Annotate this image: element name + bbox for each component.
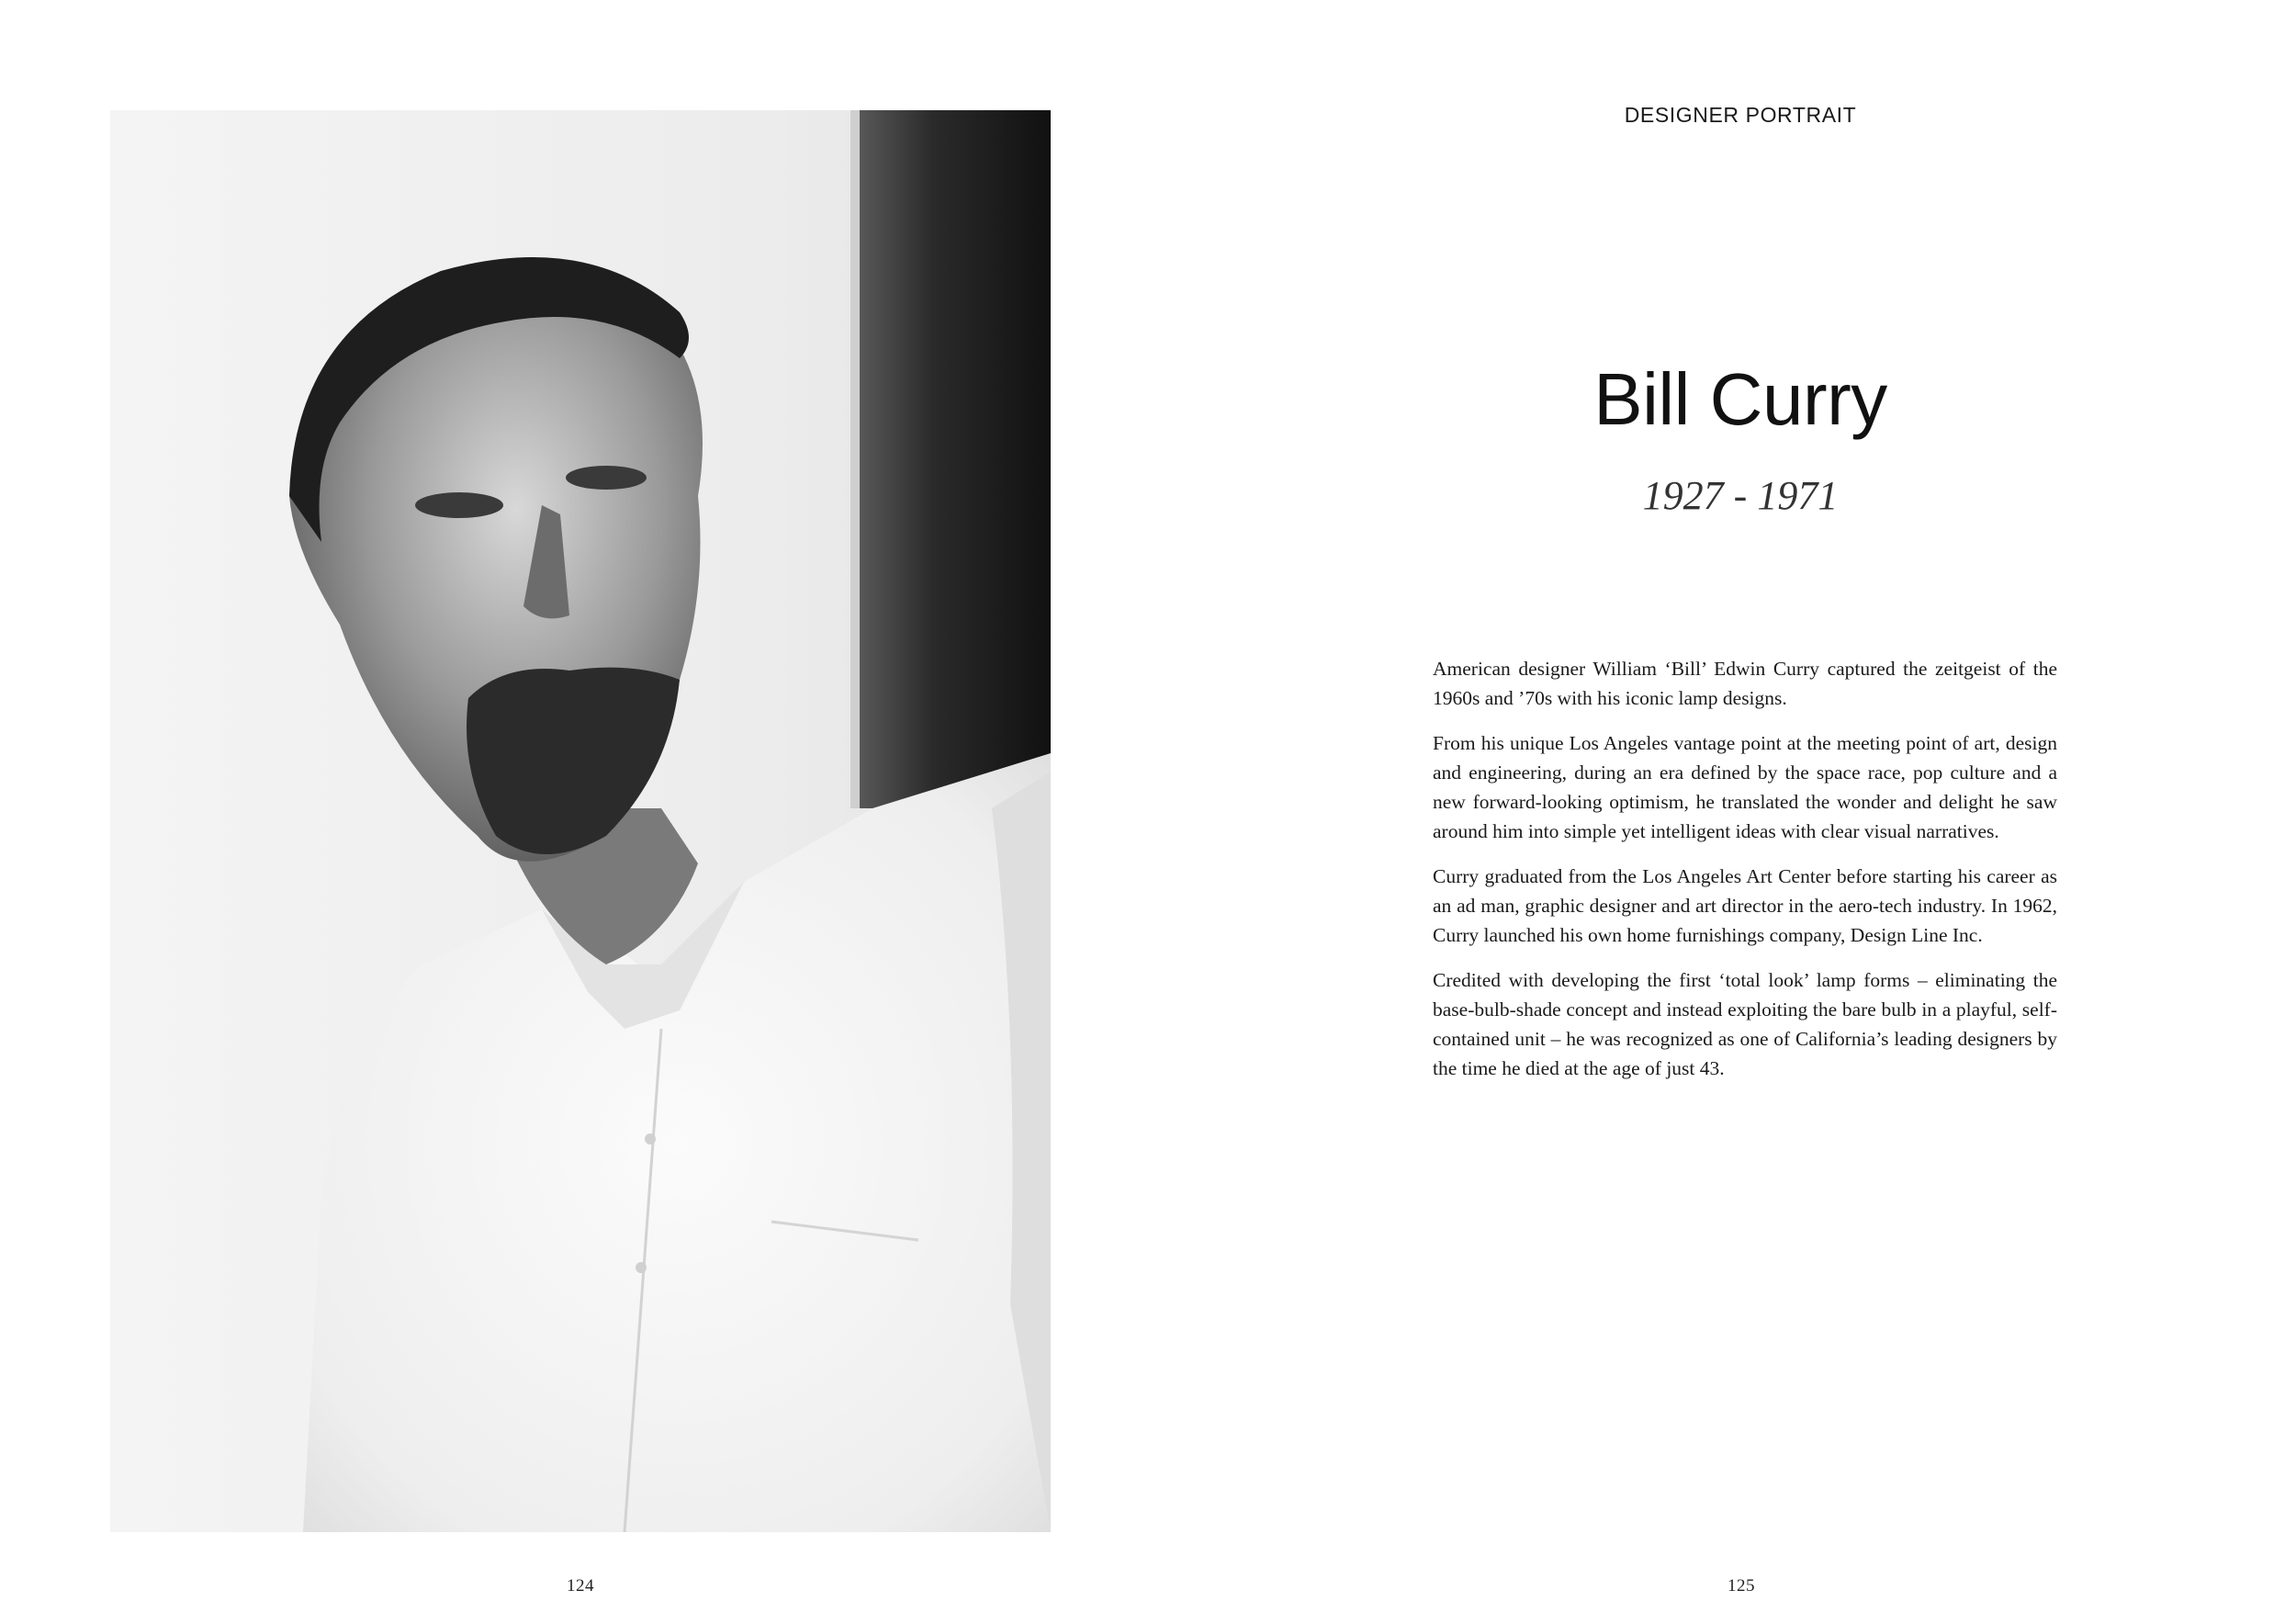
portrait-photo xyxy=(110,110,1051,1532)
designer-name: Bill Curry xyxy=(1593,358,1887,440)
bio-paragraph: Curry graduated from the Los Angeles Art Center before starting his career as an ad man, graphic designer and art director in the aero-tech industry. In 1962, Curry launched his own home furnishings company, Design Line Inc. xyxy=(1433,865,2057,946)
section-label: DESIGNER PORTRAIT xyxy=(1624,103,1857,127)
designer-years: 1927 - 1971 xyxy=(1642,473,1839,518)
bio-paragraph: American designer William ‘Bill’ Edwin Curry captured the zeitgeist of the 1960s and ’70s with his iconic lamp designs. xyxy=(1433,658,2057,709)
right-page xyxy=(1148,0,2296,1624)
bio-paragraph: Credited with developing the first ‘total look’ lamp forms – eliminating the base-bulb-shade concept and instead exploiting the bare bulb in a playful, self-contained unit – he was recognized as one of California’s leading designers by the time he died at the age of just 43. xyxy=(1433,969,2057,1079)
page-number-right: 125 xyxy=(1728,1576,1755,1596)
bio-paragraph: From his unique Los Angeles vantage point at the meeting point of art, design and engineering, during an era defined by the space race, pop culture and a new forward-looking optimism, he translated the wonder and delight he saw around him into simple yet intelligent ideas with clear visual narratives. xyxy=(1433,732,2057,842)
biography-text xyxy=(1433,654,2057,1099)
page-number-left: 124 xyxy=(567,1576,594,1596)
